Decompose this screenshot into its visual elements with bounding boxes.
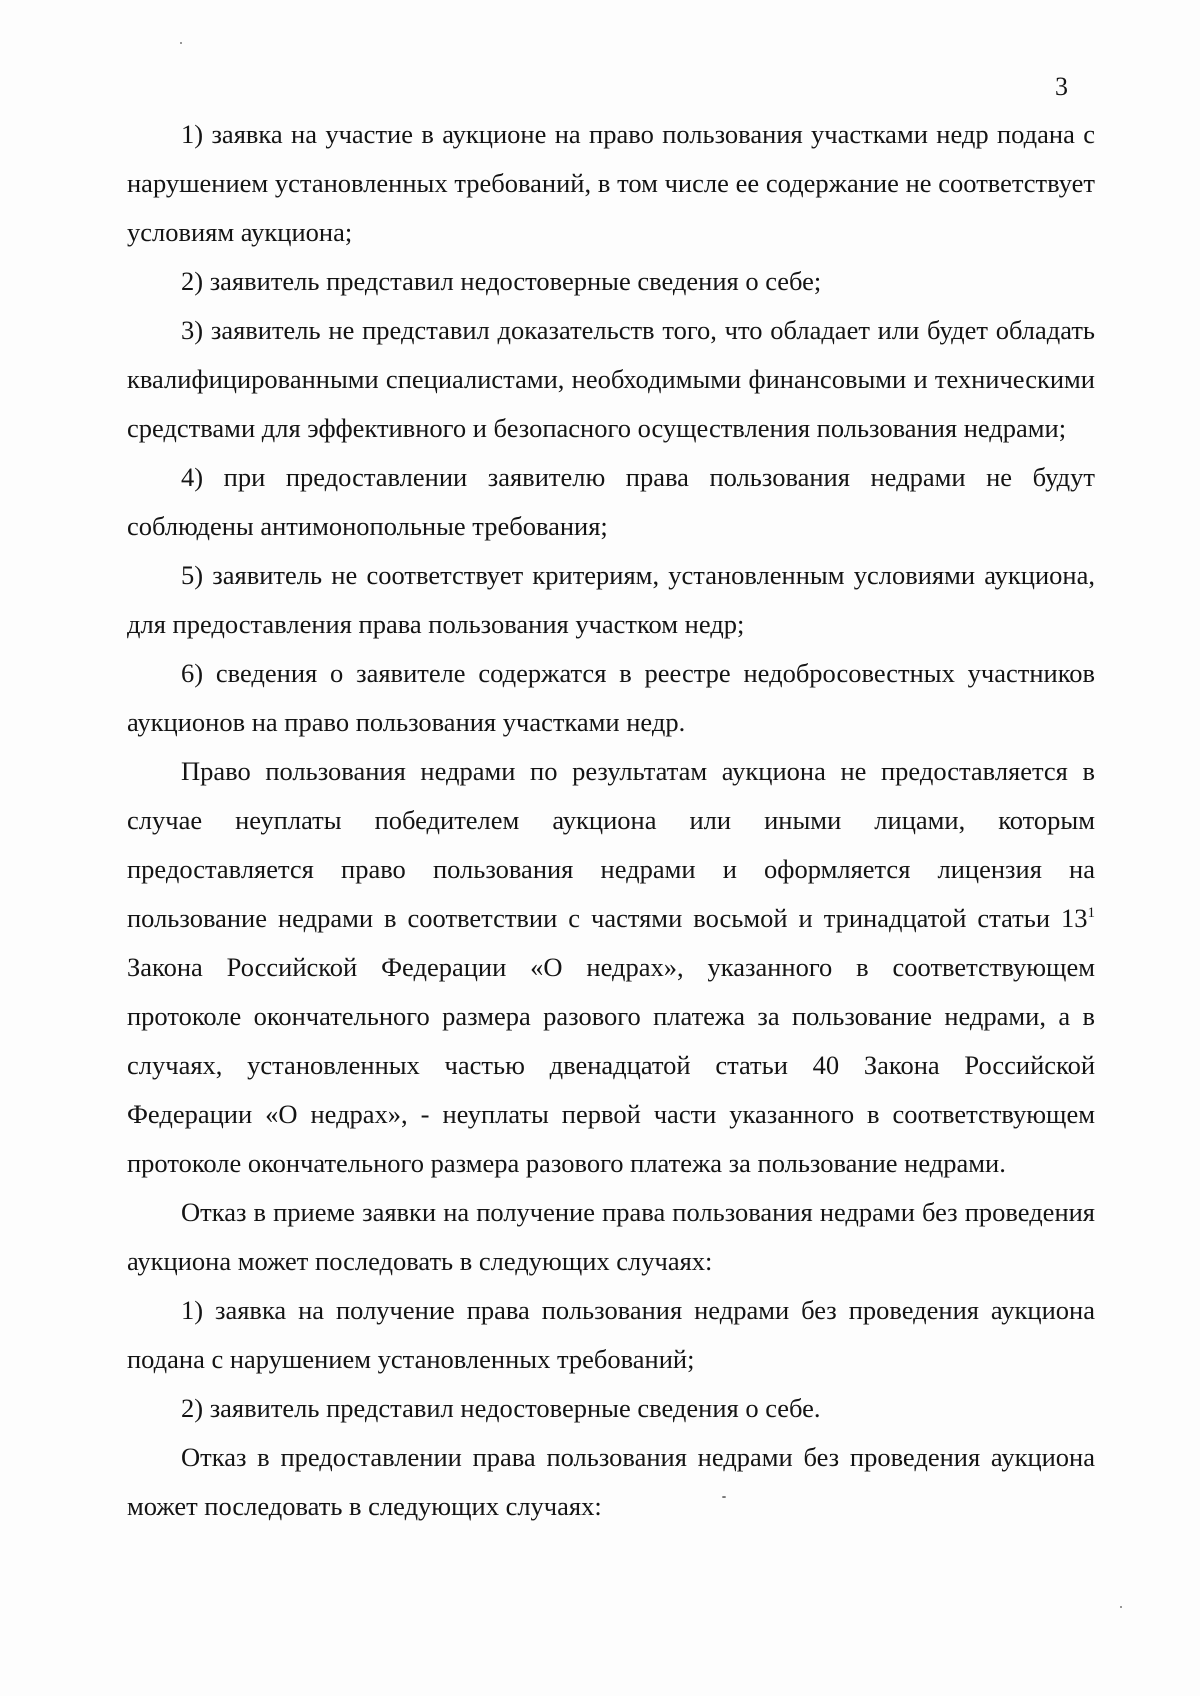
document-body	[127, 110, 1095, 1531]
payment-paragraph-continuation: Закона Российской Федерации «О недрах», указанного в соответствующем протоколе окончательного размера разового платежа за пользование недрами, а в случаях, установленных частью двенадцатой статьи 40 Закона Российской Федерации «О недрах», - неуплаты первой части указанного в соответствующем протоколе окончательного размера разового платежа за пользование недрами.	[127, 952, 1095, 1178]
list-item-3: 3) заявитель не представил доказательств того, что обладает или будет обладать квалифицированными специалистами, необходимыми финансовыми и техническими средствами для эффективного и безопасного осуществления пользования недрами;	[127, 315, 1095, 443]
article-superscript: 1	[1087, 905, 1095, 922]
refusal-intro-paragraph: Отказ в приеме заявки на получение права пользования недрами без проведения аукциона может последовать в следующих случаях:	[127, 1197, 1095, 1276]
page-number: 3	[1055, 72, 1068, 101]
payment-paragraph-text: Право пользования недрами по результатам аукциона не предоставляется в случае неуплаты победителем аукциона или иными лицами, которым предоставляется право пользования недрами и оформляется лицензия на пользование недрами в соответствии с частями восьмой и тринадцатой статьи 13	[127, 756, 1095, 933]
refusal-item-2: 2) заявитель представил недостоверные сведения о себе.	[181, 1393, 821, 1423]
scan-speck	[722, 1496, 726, 1498]
list-item-6: 6) сведения о заявителе содержатся в реестре недобросовестных участников аукционов на право пользования участками недр.	[127, 658, 1095, 737]
list-item-4: 4) при предоставлении заявителю права пользования недрами не будут соблюдены антимонопольные требования;	[127, 462, 1095, 541]
refusal-grant-paragraph: Отказ в предоставлении права пользования недрами без проведения аукциона может последовать в следующих случаях:	[127, 1442, 1095, 1521]
scan-speck	[180, 42, 182, 44]
list-item-5: 5) заявитель не соответствует критериям, установленным условиями аукциона, для предоставления права пользования участком недр;	[127, 560, 1095, 639]
list-item-2: 2) заявитель представил недостоверные сведения о себе;	[181, 266, 822, 296]
payment-paragraph	[127, 747, 1095, 1188]
scan-speck	[1120, 1606, 1122, 1608]
refusal-item-1: 1) заявка на получение права пользования недрами без проведения аукциона подана с нарушением установленных требований;	[127, 1295, 1095, 1374]
list-item-1: 1) заявка на участие в аукционе на право пользования участками недр подана с нарушением установленных требований, в том числе ее содержание не соответствует условиям аукциона;	[127, 119, 1095, 247]
